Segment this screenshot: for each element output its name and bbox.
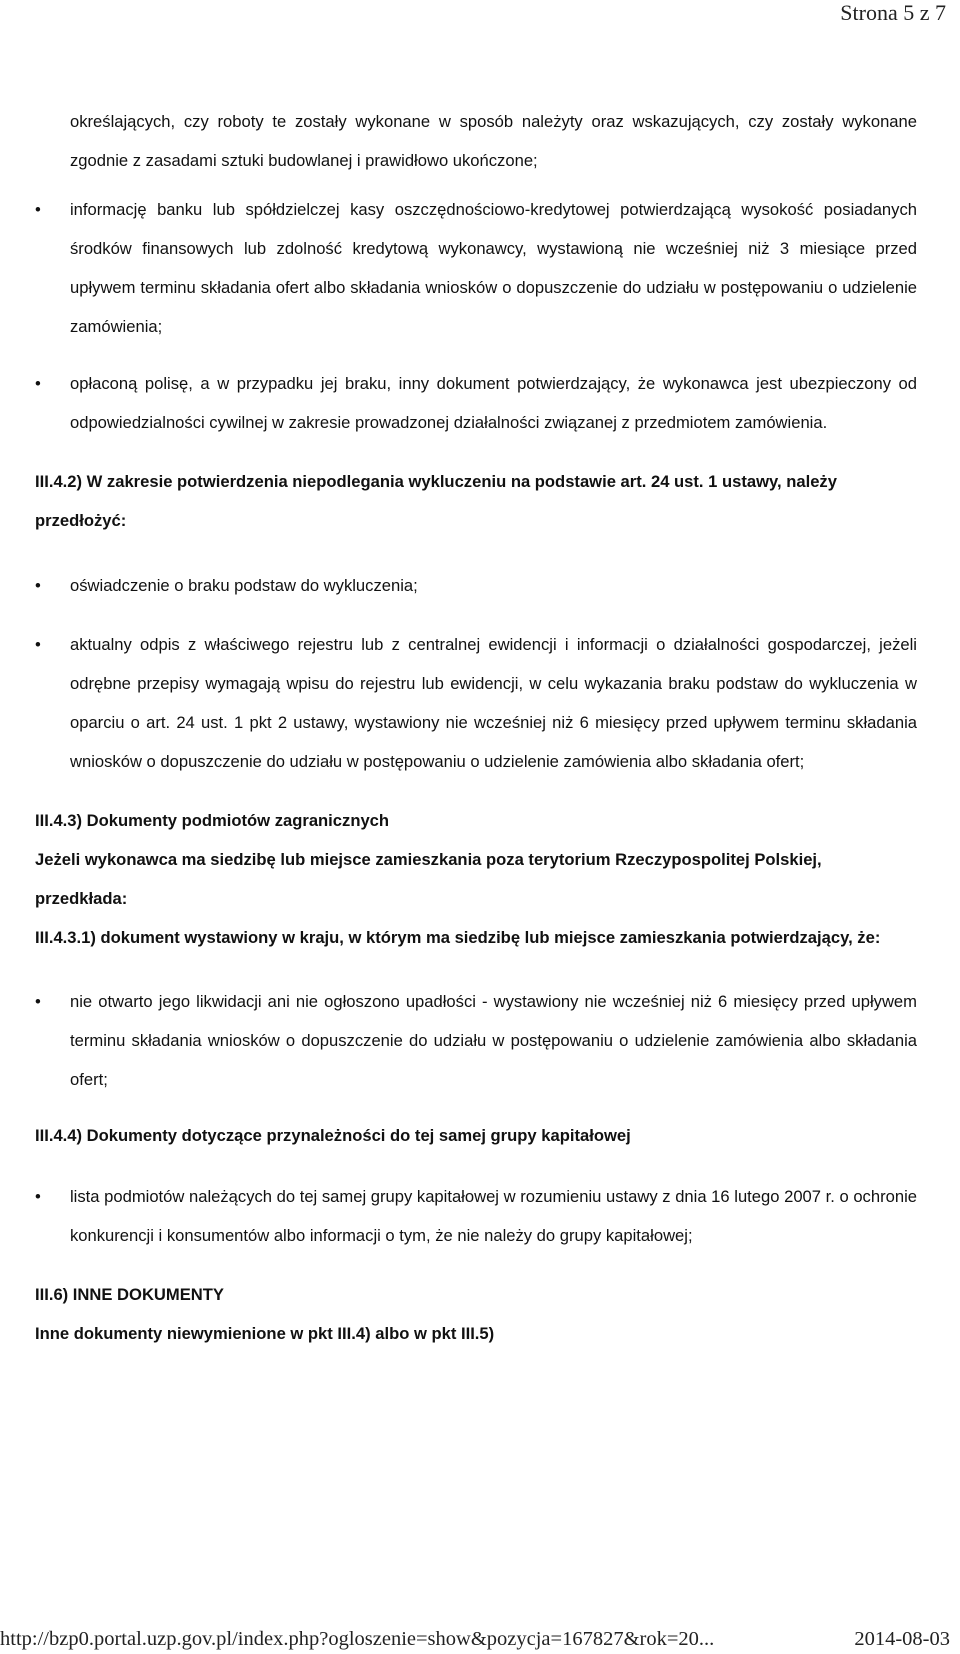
bullet-icon: • bbox=[35, 200, 41, 219]
bullet-icon: • bbox=[35, 635, 41, 654]
section-heading-iii-4-2: III.4.2) W zakresie potwierdzenia niepodlegania wykluczeniu na podstawie art. 24 ust. 1 ustawy, należy przedłożyć: bbox=[35, 472, 837, 530]
bullet-icon: • bbox=[35, 992, 41, 1011]
list-item-bank-information bbox=[35, 190, 917, 346]
list-item-text: nie otwarto jego likwidacji ani nie ogłoszono upadłości - wystawiony nie wcześniej niż 6 miesięcy przed upływem terminu składania wniosków o dopuszczenie do udziału w postępowaniu o udzielenie zamówienia albo składania ofert; bbox=[70, 992, 917, 1089]
footer-date: 2014-08-03 bbox=[854, 1628, 950, 1650]
bullet-icon: • bbox=[35, 374, 41, 393]
list-item-text: opłaconą polisę, a w przypadku jej braku, inny dokument potwierdzający, że wykonawca jest ubezpieczony od odpowiedzialności cywilnej w zakresie prowadzonej działalności związanej z przedmiotem zamówienia. bbox=[70, 374, 917, 432]
list-item-text: aktualny odpis z właściwego rejestru lub z centralnej ewidencji i informacji o działalności gospodarczej, jeżeli odrębne przepisy wymagają wpisu do rejestru lub ewidencji, w celu wykazania braku podstaw do wykluczenia w oparciu o art. 24 ust. 1 pkt 2 ustawy, wystawiony nie wcześniej niż 6 miesięcy przed upływem terminu składania wniosków o dopuszczenie do udziału w postępowaniu o udzielenie zamówienia albo składania ofert; bbox=[70, 635, 917, 771]
list-item-no-exclusion-statement bbox=[35, 566, 917, 605]
list-item-register-extract bbox=[35, 625, 917, 781]
bullet-icon: • bbox=[35, 576, 41, 595]
list-item-no-liquidation bbox=[35, 982, 917, 1099]
list-item-text: lista podmiotów należących do tej samej grupy kapitałowej w rozumieniu ustawy z dnia 16 lutego 2007 r. o ochronie konkurencji i konsumentów albo informacji o tym, że nie należy do grupy kapitałowej; bbox=[70, 1187, 917, 1245]
section-subheading-other-documents: Inne dokumenty niewymienione w pkt III.4) albo w pkt III.5) bbox=[35, 1324, 495, 1343]
footer-url: http://bzp0.portal.uzp.gov.pl/index.php?ogloszenie=show&pozycja=167827&rok=20... bbox=[0, 1628, 715, 1650]
list-item-capital-group bbox=[35, 1177, 917, 1255]
list-item-text: oświadczenie o braku podstaw do wykluczenia; bbox=[70, 576, 418, 595]
continued-list-item bbox=[35, 102, 917, 180]
section-heading-iii-4-3: III.4.3) Dokumenty podmiotów zagranicznych bbox=[35, 811, 390, 830]
document-body bbox=[35, 102, 917, 1353]
bullet-icon: • bbox=[35, 1187, 41, 1206]
list-item-text: informację banku lub spółdzielczej kasy oszczędnościowo-kredytowej potwierdzającą wysokość posiadanych środków finansowych lub zdolność kredytową wykonawcy, wystawioną nie wcześniej niż 3 miesiące przed upływem terminu składania ofert albo składania wniosków o dopuszczenie do udziału w postępowaniu o udzielenie zamówienia; bbox=[70, 200, 917, 336]
section-heading-iii-4-4: III.4.4) Dokumenty dotyczące przynależności do tej samej grupy kapitałowej bbox=[35, 1126, 631, 1145]
section-heading-iii-6: III.6) INNE DOKUMENTY bbox=[35, 1285, 224, 1304]
section-subheading-foreign-entities: Jeżeli wykonawca ma siedzibę lub miejsce zamieszkania poza terytorium Rzeczypospolitej Polskiej, przedkłada: bbox=[35, 850, 822, 908]
list-item-text: określających, czy roboty te zostały wykonane w sposób należyty oraz wskazujących, czy zostały wykonane zgodnie z zasadami sztuki budowlanej i prawidłowo ukończone; bbox=[70, 112, 917, 170]
page-footer bbox=[0, 1624, 950, 1654]
section-heading-iii-4-3-1: III.4.3.1) dokument wystawiony w kraju, w którym ma siedzibę lub miejsce zamieszkania potwierdzający, że: bbox=[35, 928, 881, 947]
page-number: Strona 5 z 7 bbox=[840, 0, 946, 25]
list-item-insurance-policy bbox=[35, 364, 917, 442]
